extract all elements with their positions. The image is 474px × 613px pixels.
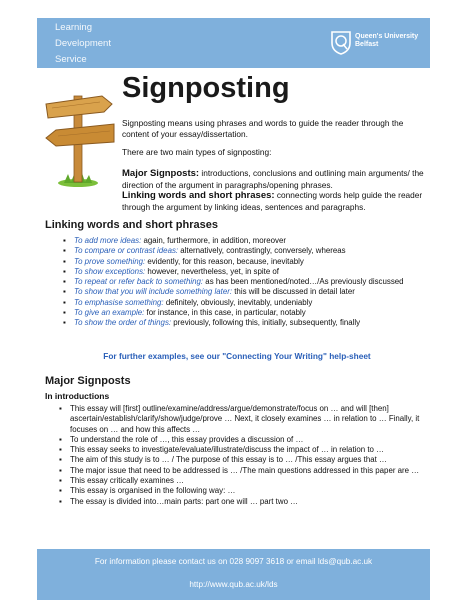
item-lead: To prove something: bbox=[74, 256, 146, 266]
footer-url-link[interactable]: http://www.qub.ac.uk/lds bbox=[189, 580, 278, 589]
item-text: evidently, for this reason, because, inevitably bbox=[145, 256, 304, 266]
major-list bbox=[56, 404, 428, 507]
item-lead: To show the order of things: bbox=[74, 318, 172, 328]
linking-text: connecting words help guide the reader through the argument by linking ideas, sentences and paragraphs. bbox=[122, 190, 423, 212]
list-item bbox=[60, 287, 420, 297]
list-item: ▪ To understand the role of …, this essay provides a discussion of … bbox=[56, 435, 428, 445]
signpost-illustration bbox=[42, 88, 117, 188]
intro-paragraph: Signposting means using phrases and words to guide the reader through the content of your essay/dissertation. bbox=[122, 118, 404, 139]
list-item: ▪ The essay is divided into…main parts: part one will … part two … bbox=[56, 497, 428, 507]
major-text: introductions, conclusions and outlining main arguments/ the direction of the argument in paragraphs/opening phrases. bbox=[122, 168, 424, 190]
list-item: ▪ This essay seeks to investigate/evaluate/illustrate/discuss the impact of … in relation to … bbox=[56, 445, 428, 455]
item-text: again, furthermore, in addition, moreover bbox=[141, 236, 287, 245]
list-item bbox=[60, 308, 420, 318]
types-paragraph: There are two main types of signposting: bbox=[122, 147, 272, 157]
types-definitions bbox=[122, 168, 432, 212]
major-heading: Major Signposts bbox=[45, 375, 131, 387]
list-item: ▪ The major issue that need to be addressed is … /The main questions addressed in this paper are … bbox=[56, 466, 428, 476]
major-definition bbox=[122, 168, 432, 190]
item-text: previously, following this, initially, subsequently, finally bbox=[171, 318, 361, 328]
logo-text-line2: Belfast bbox=[355, 41, 379, 48]
list-item bbox=[60, 246, 420, 256]
logo-text bbox=[355, 33, 418, 49]
list-item: ▪ This essay critically examines … bbox=[56, 476, 428, 486]
list-item bbox=[60, 277, 420, 287]
list-item: ▪ This essay will [first] outline/examine/address/argue/demonstrate/focus on … and will [then] ascertain/establish/clarify/show/judge/prove … Next, it closely examines … in relation to … Finally, it focuses on … and how this affects … bbox=[56, 404, 428, 435]
q-logo-icon bbox=[330, 29, 352, 55]
header-line-development: Development bbox=[55, 38, 111, 49]
header-line-learning: Learning bbox=[55, 22, 92, 33]
logo-text-line1: Queen's University bbox=[355, 33, 419, 40]
footer-contact: For information please contact us on 028 9097 3618 or email lds@qub.ac.uk bbox=[94, 557, 373, 566]
item-text: for instance, in this case, in particular, notably bbox=[144, 308, 306, 318]
list-item: ▪ The aim of this study is to … / The purpose of this essay is to … /This essay argues that … bbox=[56, 455, 428, 465]
major-label: Major Signposts: bbox=[122, 168, 200, 179]
item-text: definitely, obviously, inevitably, undeniably bbox=[163, 297, 313, 307]
item-lead: To give an example: bbox=[74, 308, 145, 318]
linking-heading: Linking words and short phrases bbox=[45, 219, 218, 231]
list-item bbox=[60, 298, 420, 308]
item-lead: To compare or contrast ideas: bbox=[74, 246, 179, 256]
list-item bbox=[60, 267, 420, 277]
linking-definition bbox=[122, 190, 432, 212]
header-line-service: Service bbox=[55, 54, 87, 65]
linking-list bbox=[60, 236, 420, 329]
item-text: this will be discussed in detail later bbox=[232, 287, 355, 297]
page-title: Signposting bbox=[122, 72, 290, 104]
item-lead: To add more ideas: bbox=[74, 236, 142, 245]
header-banner bbox=[37, 18, 430, 68]
item-text: however, nevertheless, yet, in spite of bbox=[145, 266, 279, 276]
item-text: alternatively, contrastingly, conversely, whereas bbox=[178, 246, 346, 256]
list-item bbox=[60, 236, 420, 246]
list-item bbox=[60, 257, 420, 267]
item-lead: To show that you will include something later: bbox=[74, 287, 233, 297]
introductions-subheading: In introductions bbox=[45, 391, 110, 401]
item-lead: To repeat or refer back to something: bbox=[74, 277, 204, 287]
examples-note: For further examples, see our "Connecting Your Writing" help-sheet bbox=[103, 351, 371, 361]
item-text: as has been mentioned/noted…/As previously discussed bbox=[203, 277, 404, 287]
list-item bbox=[60, 318, 420, 328]
university-logo bbox=[330, 29, 425, 59]
intro-section bbox=[122, 118, 432, 212]
item-lead: To show exceptions: bbox=[74, 266, 146, 276]
list-item: ▪ This essay is organised in the following way: … bbox=[56, 486, 428, 496]
footer-banner bbox=[37, 549, 430, 600]
linking-label: Linking words and short phrases: bbox=[122, 190, 275, 201]
item-lead: To emphasise something: bbox=[74, 297, 164, 307]
